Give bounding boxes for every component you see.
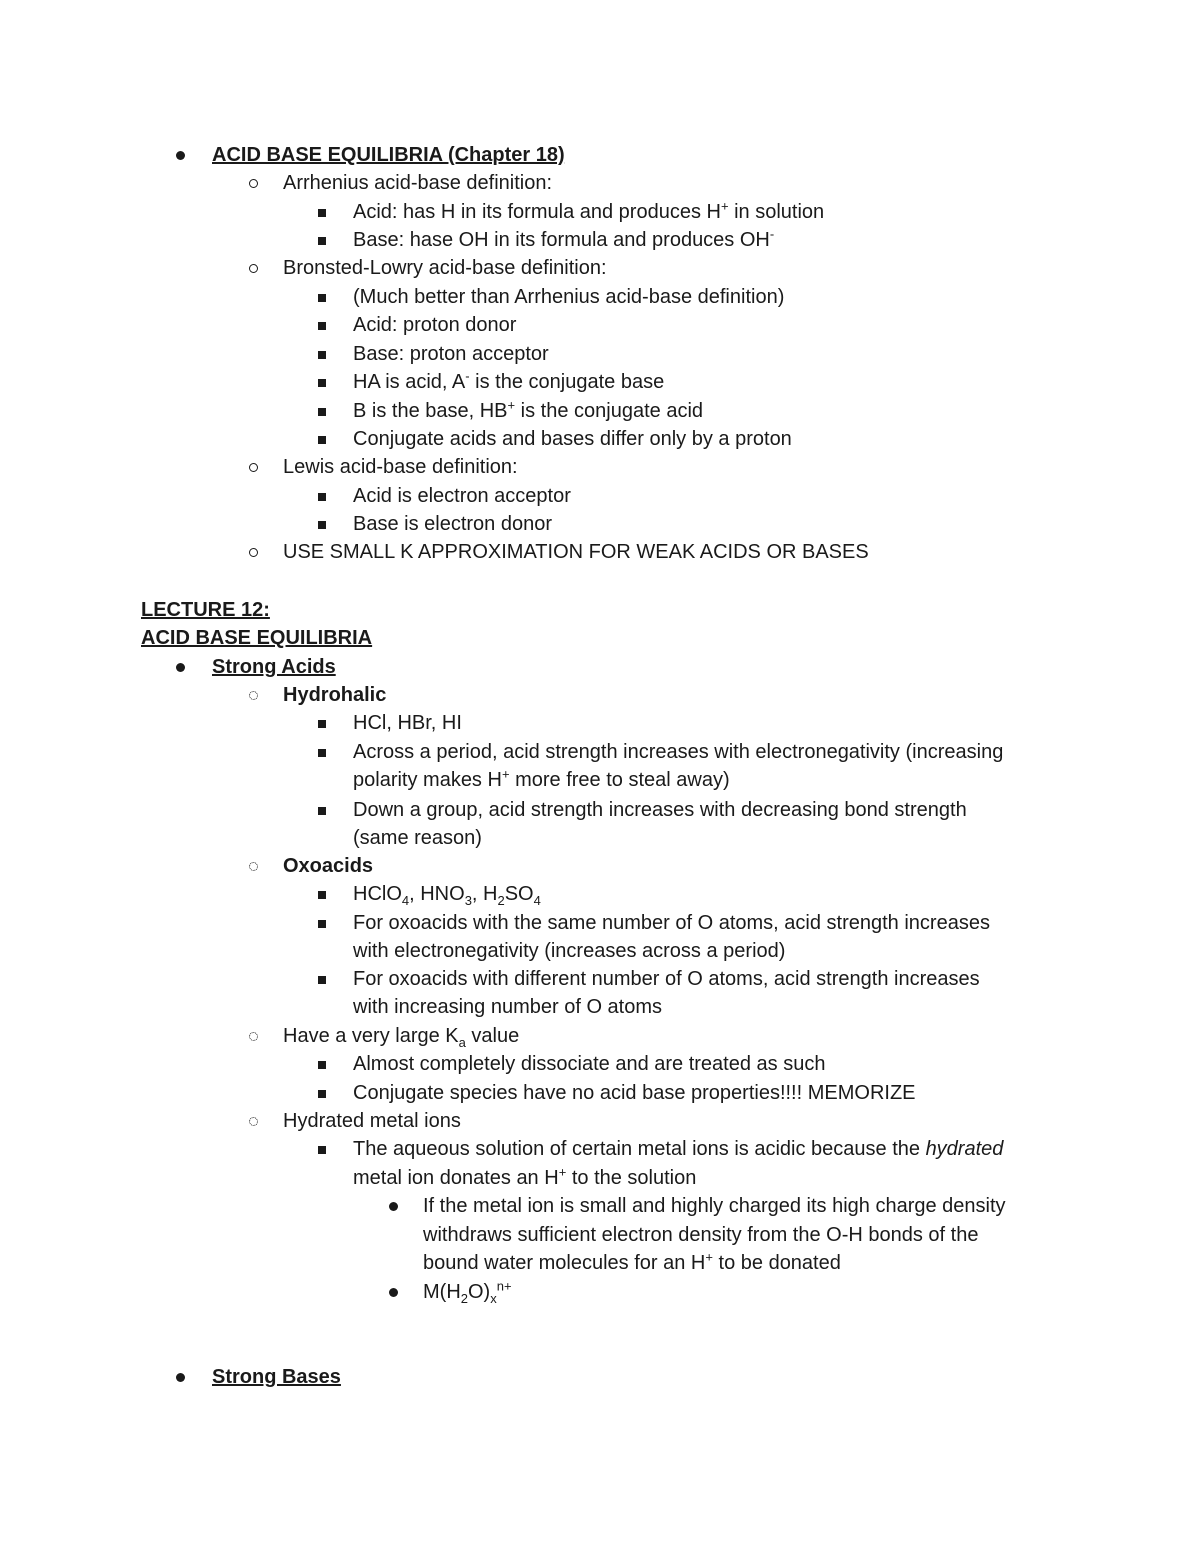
bullet-square-icon — [318, 294, 326, 302]
text-run: Lewis acid-base definition: — [283, 456, 518, 478]
text-run: Acid is electron acceptor — [353, 485, 571, 507]
list-item — [353, 880, 541, 908]
bullet-square-icon — [318, 1090, 326, 1098]
text-run: LECTURE 12: — [141, 599, 270, 621]
text-run: more free to steal away) — [509, 769, 730, 791]
list-item — [353, 425, 792, 453]
bullet-square-icon — [318, 351, 326, 359]
text-run: polarity makes H — [353, 769, 502, 791]
text-run: Bronsted-Lowry acid-base definition: — [283, 257, 607, 279]
text-run: ACID BASE EQUILIBRIA — [141, 627, 373, 649]
list-item-continuation — [353, 993, 662, 1021]
text-run: with increasing number of O atoms — [353, 996, 663, 1018]
list-item — [353, 283, 784, 311]
bullet-square-icon — [318, 237, 326, 245]
subscript: 3 — [464, 893, 472, 908]
list-item — [283, 681, 386, 709]
list-item — [423, 1278, 512, 1306]
text-run: ACID BASE EQUILIBRIA (Chapter 18) — [212, 144, 565, 166]
bullet-square-icon — [318, 976, 326, 984]
bullet-square-icon — [318, 379, 326, 387]
text-run: HClO — [353, 883, 402, 905]
text-run: O) — [468, 1281, 491, 1303]
superscript: + — [501, 766, 510, 782]
text-run: HA is acid, A — [353, 371, 466, 393]
text-run: Across a period, acid strength increases with electronegativity (increasing — [353, 741, 1004, 763]
bullet-circle-icon — [249, 179, 258, 188]
text-run: Base is electron donor — [353, 513, 553, 535]
text-run: Hydrated metal ions — [283, 1110, 461, 1132]
list-item — [353, 796, 967, 824]
bullet-dot-icon — [176, 663, 185, 672]
text-run: Strong Bases — [212, 1366, 341, 1388]
superscript: + — [720, 198, 729, 214]
text-run: , HNO — [409, 883, 465, 905]
list-item — [353, 198, 824, 226]
subscript: x — [490, 1291, 497, 1306]
bullet-dot-icon — [176, 151, 185, 160]
bullet-circle-icon — [249, 548, 258, 557]
list-item — [353, 909, 990, 937]
bullet-dotted-circle-icon — [249, 1032, 258, 1041]
text-run: B is the base, HB — [353, 400, 508, 422]
text-run: Conjugate species have no acid base properties!!!! MEMORIZE — [353, 1082, 916, 1104]
bullet-square-icon — [318, 408, 326, 416]
text-run: is the conjugate acid — [515, 400, 704, 422]
list-item-continuation — [353, 766, 730, 794]
list-item — [353, 1135, 1003, 1163]
bullet-square-icon — [318, 493, 326, 501]
list-item — [353, 1050, 825, 1078]
text-run: Conjugate acids and bases differ only by a proton — [353, 428, 792, 450]
list-item — [353, 738, 1003, 766]
text-run: to be donated — [712, 1252, 841, 1274]
text-run: Base: proton acceptor — [353, 343, 549, 365]
text-run: Arrhenius acid-base definition: — [283, 172, 553, 194]
section-heading — [141, 596, 270, 624]
list-item — [353, 226, 774, 254]
text-run: If the metal ion is small and highly charged its high charge density — [423, 1195, 1006, 1217]
text-run: Almost completely dissociate and are treated as such — [353, 1053, 826, 1075]
bullet-dot-icon — [389, 1288, 398, 1297]
list-item — [353, 311, 516, 339]
list-item — [353, 397, 703, 425]
text-run: Base: hase OH in its formula and produces OH — [353, 229, 770, 251]
bullet-square-icon — [318, 720, 326, 728]
text-run: HCl, HBr, HI — [353, 712, 462, 734]
list-item — [353, 510, 552, 538]
bullet-square-icon — [318, 521, 326, 529]
bullet-circle-icon — [249, 264, 258, 273]
bullet-square-icon — [318, 920, 326, 928]
list-item — [212, 1363, 341, 1391]
text-run: withdraws sufficient electron density from the O-H bonds of the — [423, 1224, 979, 1246]
text-run: is the conjugate base — [469, 371, 665, 393]
list-item-continuation — [423, 1249, 841, 1277]
text-run: bound water molecules for an H — [423, 1252, 706, 1274]
bullet-square-icon — [318, 1061, 326, 1069]
list-item — [283, 852, 373, 880]
text-run: The aqueous solution of certain metal ions is acidic because the — [353, 1138, 926, 1160]
bullet-dotted-circle-icon — [249, 862, 258, 871]
subscript: 2 — [460, 1291, 468, 1306]
bullet-square-icon — [318, 891, 326, 899]
text-run: value — [465, 1025, 520, 1047]
list-item — [283, 169, 552, 197]
bullet-square-icon — [318, 436, 326, 444]
list-item — [353, 340, 549, 368]
superscript: - — [769, 226, 775, 242]
superscript: + — [705, 1249, 713, 1265]
list-item — [353, 965, 980, 993]
list-item-continuation — [423, 1221, 978, 1249]
text-run: Down a group, acid strength increases with decreasing bond strength — [353, 799, 967, 821]
subscript: 2 — [497, 893, 505, 908]
text-run: (same reason) — [353, 827, 482, 849]
list-item — [283, 1107, 461, 1135]
subscript: 4 — [533, 893, 541, 908]
text-run: M(H — [423, 1281, 461, 1303]
list-item — [283, 1022, 519, 1050]
list-item — [212, 141, 565, 169]
bullet-square-icon — [318, 209, 326, 217]
text-run: Oxoacids — [283, 855, 374, 877]
list-item-continuation — [353, 824, 482, 852]
list-item — [353, 1079, 916, 1107]
bullet-square-icon — [318, 749, 326, 757]
list-item — [353, 482, 571, 510]
subscript: a — [458, 1035, 466, 1050]
list-item — [283, 538, 869, 566]
list-item — [283, 254, 607, 282]
text-run: Acid: proton donor — [353, 314, 517, 336]
bullet-square-icon — [318, 807, 326, 815]
text-run: hydrated — [925, 1138, 1004, 1160]
text-run: For oxoacids with the same number of O atoms, acid strength increases — [353, 912, 990, 934]
superscript: n+ — [496, 1278, 512, 1294]
text-run: Strong Acids — [212, 656, 336, 678]
bullet-square-icon — [318, 322, 326, 330]
text-run: metal ion donates an H — [353, 1167, 559, 1189]
text-run: USE SMALL K APPROXIMATION FOR WEAK ACIDS OR BASES — [283, 541, 869, 563]
text-run: with electronegativity (increases across a period) — [353, 940, 786, 962]
text-run: SO — [504, 883, 534, 905]
bullet-dotted-circle-icon — [249, 1117, 258, 1126]
text-run: Hydrohalic — [283, 684, 387, 706]
bullet-circle-icon — [249, 463, 258, 472]
section-heading — [141, 624, 372, 652]
superscript: - — [465, 368, 470, 384]
bullet-square-icon — [318, 1146, 326, 1154]
superscript: + — [558, 1164, 567, 1180]
text-run: to the solution — [566, 1167, 697, 1189]
list-item — [353, 709, 462, 737]
list-item — [353, 368, 664, 396]
list-item-continuation — [353, 1164, 696, 1192]
text-run: Have a very large K — [283, 1025, 459, 1047]
bullet-dotted-circle-icon — [249, 691, 258, 700]
subscript: 4 — [401, 893, 410, 908]
bullet-dot-icon — [176, 1373, 185, 1382]
list-item — [283, 453, 518, 481]
text-run: (Much better than Arrhenius acid-base definition) — [353, 286, 785, 308]
text-run: in solution — [728, 201, 825, 223]
list-item-continuation — [353, 937, 785, 965]
bullet-dot-icon — [389, 1202, 398, 1211]
text-run: Acid: has H in its formula and produces H — [353, 201, 721, 223]
list-item — [423, 1192, 1006, 1220]
text-run: For oxoacids with different number of O atoms, acid strength increases — [353, 968, 980, 990]
list-item — [212, 653, 336, 681]
superscript: + — [507, 397, 516, 413]
text-run: , H — [471, 883, 498, 905]
